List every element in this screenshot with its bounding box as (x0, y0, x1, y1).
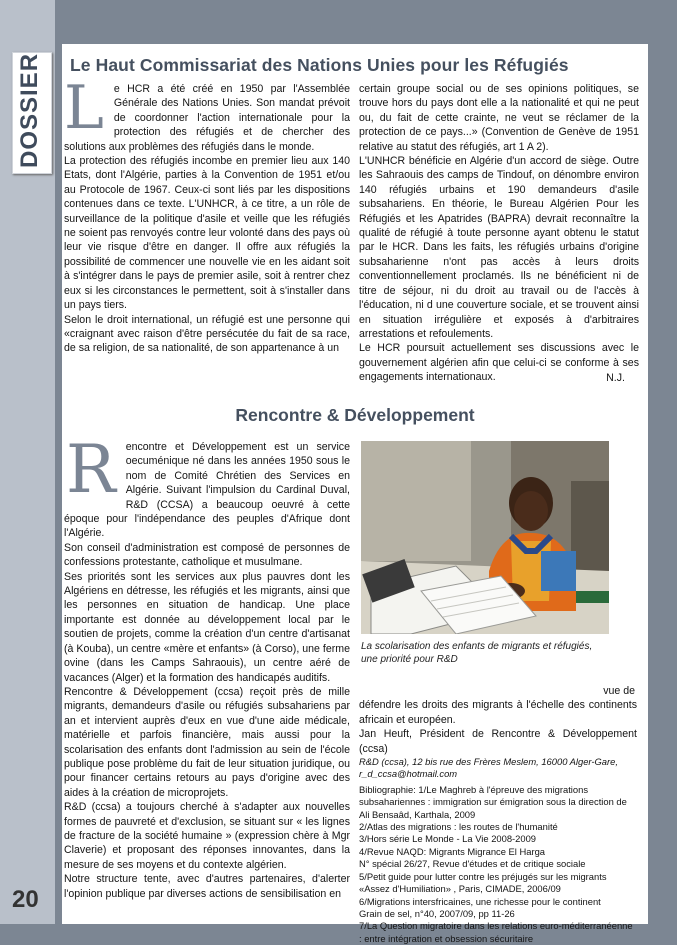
section-tab (12, 52, 52, 174)
article2-paragraph: Rencontre & Développement (ccsa) reçoit près de mille migrants, demandeurs d'asile ou réfugiés subsahariens par an et intervient auprès d'eux en vue d'une aide médicale, matérielle et parfois financière, mais aussi pour la scolarisation des enfants dont l'admission au sein de l'école publique pose problème du fait de leur situation juridique, ou pour financer certains retours au pays d'origine avec des aides à la création de microprojets. (64, 685, 350, 799)
bibliography-item: 5/Petit guide pour lutter contre les préjugés sur les migrants (359, 870, 607, 882)
article2-dropcap: R (66, 431, 116, 508)
article1-title: Le Haut Commissariat des Nations Unies pour les Réfugiés (70, 55, 569, 75)
article2-paragraph: R&D (ccsa) a toujours cherché à s'adapter aux nouvelles formes de pauvreté et d'exclusion, se situant sur « les lignes de fracture de la société humaine » (expression chère à Mgr Claverie) et proposant des réponses innovantes, dans la mesure de ses moyens et du contexte algérien. (64, 801, 350, 871)
bibliography-item: 7/La Question migratoire dans les relations euro-méditerranéenne : entre intégration et obsession sécuritaire (359, 920, 633, 944)
article2-author: Jan Heuft, Président de Rencontre & Développement (ccsa) (359, 728, 637, 755)
bibliography-item: 6/Migrations intersfricaines, une richesse pour le continent (359, 895, 601, 907)
photo-child-studying (361, 441, 609, 634)
article2-paragraph: Son conseil d'administration est composé de personnes de confessions protestante, catholique et musulmane. (64, 541, 350, 569)
article1-paragraph: Selon le droit international, un réfugié est une personne qui «craignant avec raison d'être persécutée du fait de sa race, de sa religion, de sa nationalité, de son appartenance à un (64, 313, 350, 355)
bibliography-item: N° spécial 26/27, Revue d'études et de critique sociale (359, 858, 586, 870)
article2-paragraph: encontre et Développement est un service oecuménique né dans les années 1950 sous le nom de Comité Chrétien des Services en Algérie. Suivant l'impulsion du Cardinal Duval, R&D (CCSA) a beaucoup oeuvré à cette époque pour l'indépendance des peuples d'Afrique dont l'Algérie. (64, 441, 350, 540)
bibliography (359, 784, 637, 945)
article1-paragraph: e HCR a été créé en 1950 par l'Assemblée Générale des Nations Unies. Son mandat prévoit de coordonner l'action internationale pour la protection des réfugiés et de chercher des solutions aux problèmes des réfugiés dans le monde. (64, 83, 350, 153)
bibliography-item: Bibliographie: 1/Le Maghreb à l'épreuve des migrations subsahariennes : immigration sur émigration sous la direction de Ali Bensaâd, Karthala, 2009 (359, 783, 627, 820)
article2-paragraph: défendre les droits des migrants à l'échelle des continents africain et européen. (359, 699, 637, 726)
article1-paragraph: La protection des réfugiés incombe en premier lieu aux 140 Etats, dont l'Algérie, parties à la Convention de 1951 et/ou au Protocole de 1967. Ceux-ci sont liés par les dispositions contenues dans ce texte. L'UNHCR, à ce titre, a un rôle de surveillance de la politique d'asile et veille que les réfugiés ne soient pas renvoyés contre leur volonté dans des pays où leur vie risque d'être en danger. Il offre aux réfugiés la possibilité de commencer une nouvelle vie en les aidant soit à s'intégrer dans le pays de premier asile, soit à rentrer chez eux si les circonstances le permettent, soit à s'installer dans un pays tiers. (64, 155, 350, 312)
article1-left-column (64, 73, 350, 356)
article2-paragraph: Notre structure tente, avec d'autres partenaires, d'alerter l'opinion publique par diverses actions de sensibilisation en (64, 873, 350, 900)
article2-title: Rencontre & Développement (235, 405, 475, 425)
bibliography-item: Grain de sel, n°40, 2007/09, pp 11-26 (359, 907, 515, 919)
article1-dropcap: L (64, 73, 104, 143)
bibliography-item: 4/Revue NAQD: Migrants Migrance El Harga (359, 845, 546, 857)
article2-paragraph: Ses priorités sont les services aux plus pauvres dont les Algériens en détresse, les réfugiés et les migrants, ainsi que les personnes en situation de handicap. Une place importante est donnée au développement local par le soutien de projets, comme la création d'un centre d'artisanat (à Kouba), un centre «mère et enfants» (à Corso), une ferme ovine (dans les Camps Sahraouis), un centre aéré de vacances (Alger) et la formation des handicapés auditifs. (64, 570, 350, 684)
article2-continuation: vue de (603, 685, 635, 697)
article1-paragraph: L'UNHCR bénéficie en Algérie d'un accord de siège. Outre les Sahraouis des camps de Tindouf, on dénombre environ 140 réfugiés urbains et 190 demandeurs d'asile subsahariens. En théorie, le Bureau Algérien Pour les Réfugiés et les Apatrides (BAPRA) devrait reconnaître la qualité de réfugié à toute personne ayant obtenu le statut par le HCR. Dans les faits, les réfugiés urbains d'origine subsaharienne n'ont pas accès à leurs droits conventionnellement proclamés. Ils ne bénéficient ni de titre de séjour, ni du droit au travail ou de l'accès à l'éducation, ni d une couverture sociale, et se trouvent ainsi en situation irrégulière et exposés à d'arbitraires arrestations et refoulements. (359, 155, 639, 340)
article1-paragraph: Le HCR poursuit actuellement ses discussions avec le gouvernement algérien afin que celui-ci se conforme à ses engagements internationaux. (359, 342, 639, 384)
bibliography-item: «Assez d'Humiliation» , Paris, CIMADE, 2006/09 (359, 883, 561, 895)
page-number: 20 (12, 886, 39, 913)
photo-illustration (361, 441, 609, 634)
bibliography-item: 2/Atlas des migrations : les routes de l'humanité (359, 821, 558, 833)
article2-address: R&D (ccsa), 12 bis rue des Frères Meslem, 16000 Alger-Gare, r_d_ccsa@hotmail.com (359, 756, 618, 780)
article1-signature: N.J. (606, 371, 625, 384)
bibliography-item: 3/Hors série Le Monde - La Vie 2008-2009 (359, 833, 537, 845)
section-label: DOSSIER (16, 52, 43, 168)
article2-right-column (359, 684, 637, 945)
article1-right-column (359, 82, 639, 385)
photo-caption: La scolarisation des enfants de migrants et réfugiés, une priorité pour R&D (361, 641, 593, 665)
article1-paragraph: certain groupe social ou de ses opinions politiques, se trouve hors du pays dont elle a la nationalité et qui ne peut ou, du fait de cette crainte, ne veut se réclamer de la protection de ce pays...» (Convention de Genève de 1951 relative au statut des réfugiés, art 1 A 2). (359, 83, 639, 153)
article2-left-column (64, 431, 350, 901)
